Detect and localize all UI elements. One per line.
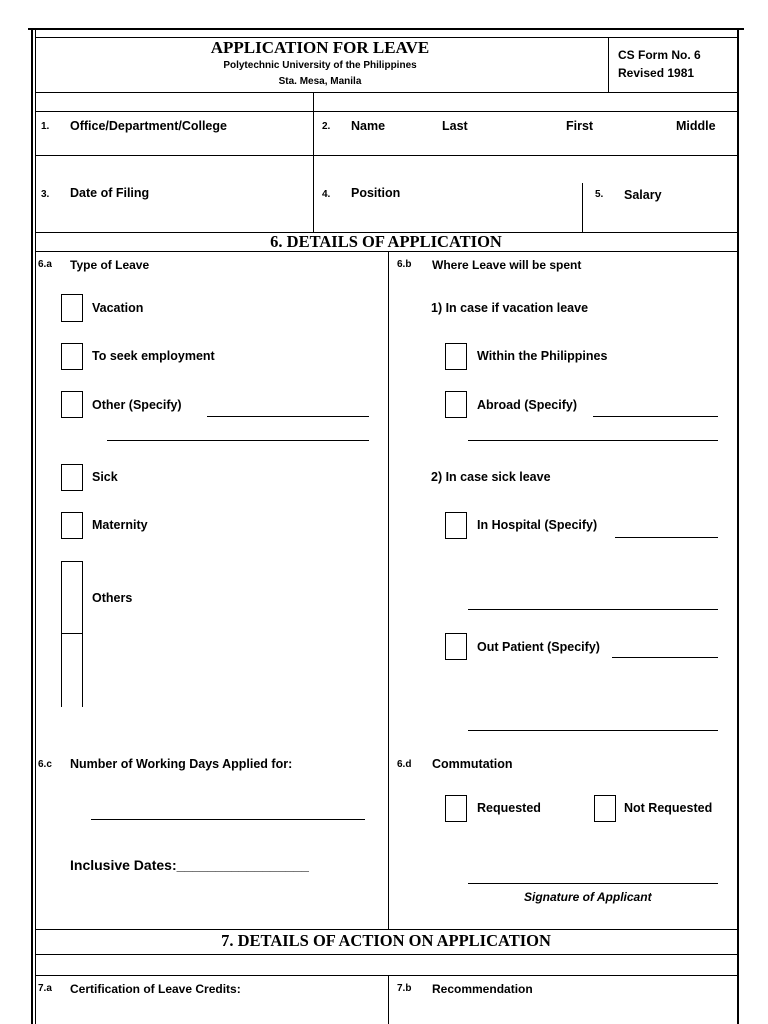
section-7-top-line (35, 929, 737, 930)
top-border (28, 28, 744, 30)
field-6b-number: 6.b (397, 259, 412, 270)
header-top-line (35, 37, 737, 38)
within-ph-checkbox[interactable] (445, 343, 467, 370)
section-6-divider (388, 251, 389, 929)
in-hospital-line[interactable] (615, 537, 718, 538)
section-6-title: 6. DETAILS OF APPLICATION (270, 232, 502, 251)
office-label: Office/Department/College (70, 119, 227, 133)
header-bottom-line (35, 92, 737, 93)
others-label: Others (92, 591, 133, 605)
signature-line[interactable] (468, 883, 718, 884)
out-patient-line-2[interactable] (468, 730, 718, 731)
requested-checkbox[interactable] (445, 795, 467, 822)
requested-label: Requested (477, 801, 541, 815)
field-6a-number: 6.a (38, 259, 52, 270)
field-6c-number: 6.c (38, 759, 52, 770)
abroad-line[interactable] (593, 416, 718, 417)
where-leave-label: Where Leave will be spent (432, 258, 582, 272)
form-no-divider (608, 37, 609, 92)
working-days-line[interactable] (91, 819, 365, 820)
right-border (737, 28, 739, 1024)
sick-checkbox[interactable] (61, 464, 83, 491)
form-title: APPLICATION FOR LEAVE (210, 38, 430, 57)
field-4-number: 4. (322, 189, 331, 200)
other-specify-line-2[interactable] (107, 440, 369, 441)
vacation-checkbox[interactable] (61, 294, 83, 322)
case-sick-label: 2) In case sick leave (431, 470, 551, 484)
other-specify-checkbox[interactable] (61, 391, 83, 418)
out-patient-checkbox[interactable] (445, 633, 467, 660)
left-border-inner (35, 28, 36, 1024)
salary-label: Salary (624, 188, 662, 202)
not-requested-checkbox[interactable] (594, 795, 616, 822)
not-requested-label: Not Requested (624, 801, 713, 815)
salary-divider (582, 183, 583, 232)
seek-employment-checkbox[interactable] (61, 343, 83, 370)
others-box-right (82, 561, 83, 707)
section-6-title-line (35, 251, 737, 252)
signature-label: Signature of Applicant (524, 890, 652, 904)
name-first-label: First (566, 119, 594, 133)
seek-employment-label: To seek employment (92, 349, 215, 363)
section-7-title: 7. DETAILS OF ACTION ON APPLICATION (221, 931, 551, 950)
section-7-divider (388, 975, 389, 1024)
institution-address: Sta. Mesa, Manila (278, 76, 362, 87)
field-1-number: 1. (41, 121, 50, 132)
section-7-title-line (35, 954, 737, 955)
form-number: CS Form No. 6 (618, 48, 701, 62)
in-hospital-label: In Hospital (Specify) (477, 518, 598, 532)
section-7-row-line (35, 975, 737, 976)
form-revised: Revised 1981 (618, 66, 695, 80)
name-middle-label: Middle (676, 119, 716, 133)
field-7a-number: 7.a (38, 983, 52, 994)
abroad-line-2[interactable] (468, 440, 718, 441)
field-7b-number: 7.b (397, 983, 412, 994)
field-2-number: 2. (322, 121, 331, 132)
vacation-label: Vacation (92, 301, 144, 315)
type-of-leave-label: Type of Leave (70, 258, 150, 272)
row-1-divider (35, 155, 737, 156)
out-patient-line[interactable] (612, 657, 718, 658)
abroad-label: Abroad (Specify) (477, 398, 578, 412)
field-3-number: 3. (41, 189, 50, 200)
institution-name: Polytechnic University of the Philippines (223, 60, 417, 71)
fields-divider (313, 92, 314, 232)
field-6d-number: 6.d (397, 759, 412, 770)
abroad-checkbox[interactable] (445, 391, 467, 418)
commutation-label: Commutation (432, 757, 513, 771)
within-ph-label: Within the Philippines (477, 349, 608, 363)
row-divider (35, 111, 737, 112)
inclusive-dates-label: Inclusive Dates:_________________ (70, 857, 309, 873)
case-vacation-label: 1) In case if vacation leave (431, 301, 589, 315)
sick-label: Sick (92, 470, 118, 484)
others-checkbox[interactable] (62, 562, 82, 632)
other-specify-label: Other (Specify) (92, 398, 182, 412)
date-filing-label: Date of Filing (70, 186, 150, 200)
name-label: Name (351, 119, 386, 133)
leave-credits-label: Certification of Leave Credits: (70, 982, 241, 996)
working-days-label: Number of Working Days Applied for: (70, 757, 293, 771)
in-hospital-checkbox[interactable] (445, 512, 467, 539)
in-hospital-line-2[interactable] (468, 609, 718, 610)
position-label: Position (351, 186, 401, 200)
name-last-label: Last (442, 119, 468, 133)
left-border (31, 28, 33, 1024)
other-specify-line[interactable] (207, 416, 369, 417)
field-5-number: 5. (595, 189, 604, 200)
recommendation-label: Recommendation (432, 982, 533, 996)
others-box-mid (61, 633, 82, 634)
out-patient-label: Out Patient (Specify) (477, 640, 600, 654)
maternity-checkbox[interactable] (61, 512, 83, 539)
maternity-label: Maternity (92, 518, 148, 532)
